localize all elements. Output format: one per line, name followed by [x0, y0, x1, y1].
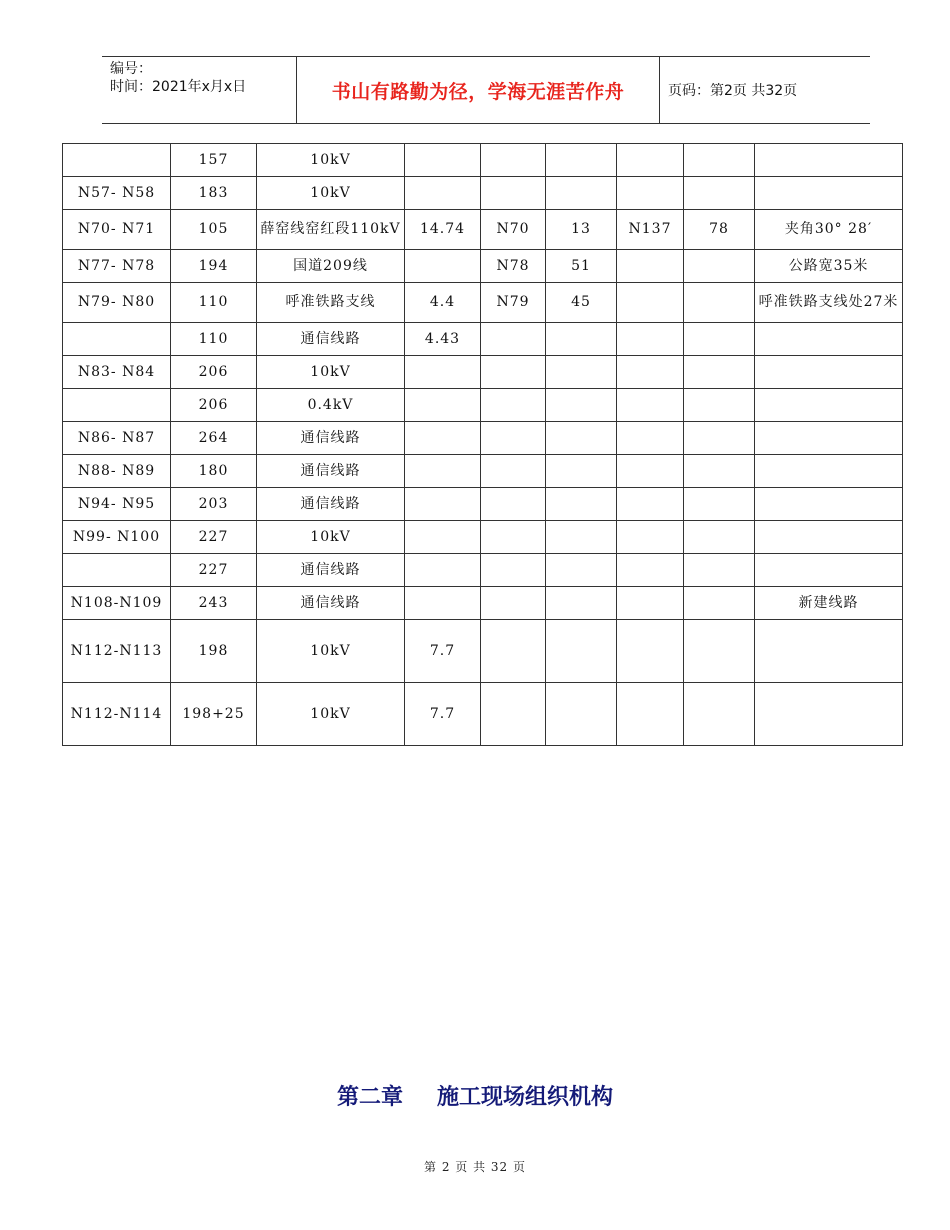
table-cell: [684, 323, 755, 356]
table-cell: [405, 356, 481, 389]
table-cell: [755, 488, 903, 521]
document-number-label: 编号：: [110, 61, 152, 77]
table-cell: 10kV: [257, 620, 405, 683]
table-cell: N83- N84: [63, 356, 171, 389]
table-cell: 227: [171, 521, 257, 554]
table-cell: [684, 554, 755, 587]
table-cell: [617, 620, 684, 683]
table-cell: 新建线路: [755, 587, 903, 620]
table-cell: [546, 521, 617, 554]
table-cell: 157: [171, 144, 257, 177]
table-cell: 45: [546, 283, 617, 323]
table-cell: 夹角30° 28′: [755, 210, 903, 250]
table-cell: [755, 144, 903, 177]
table-cell: [546, 683, 617, 746]
table-cell: [63, 389, 171, 422]
header-page-label: 页码：第2页 共32页: [668, 83, 798, 99]
table-cell: 198: [171, 620, 257, 683]
table-cell: [755, 455, 903, 488]
table-cell: [481, 488, 546, 521]
table-cell: [617, 488, 684, 521]
table-cell: 264: [171, 422, 257, 455]
table-cell: 10kV: [257, 356, 405, 389]
table-cell: 通信线路: [257, 488, 405, 521]
table-cell: [617, 683, 684, 746]
table-cell: [481, 587, 546, 620]
table-cell: [405, 177, 481, 210]
table-cell: [617, 144, 684, 177]
table-cell: [546, 389, 617, 422]
table-row: [63, 144, 903, 177]
table-cell: N70: [481, 210, 546, 250]
table-cell: [684, 356, 755, 389]
header-meta: [102, 57, 297, 123]
table-cell: [684, 488, 755, 521]
table-cell: [546, 488, 617, 521]
table-cell: [684, 250, 755, 283]
table-cell: [481, 455, 546, 488]
table-row: [63, 356, 903, 389]
table-cell: 110: [171, 323, 257, 356]
table-cell: 0.4kV: [257, 389, 405, 422]
table-cell: 通信线路: [257, 587, 405, 620]
table-cell: [755, 422, 903, 455]
table-cell: [617, 554, 684, 587]
table-cell: [546, 356, 617, 389]
table-cell: N137: [617, 210, 684, 250]
table-cell: 公路宽35米: [755, 250, 903, 283]
table-row: [63, 587, 903, 620]
table-cell: 78: [684, 210, 755, 250]
table-cell: [755, 683, 903, 746]
table-cell: N112-N113: [63, 620, 171, 683]
table-row: [63, 422, 903, 455]
document-time-label: 时间：2021年x月x日: [110, 79, 247, 95]
table-cell: [684, 389, 755, 422]
table-cell: 10kV: [257, 683, 405, 746]
table-cell: [755, 323, 903, 356]
table-cell: N78: [481, 250, 546, 283]
table-row: [63, 210, 903, 250]
table-cell: [481, 323, 546, 356]
page-footer: 第 2 页 共 32 页: [424, 1160, 526, 1174]
table-cell: [617, 250, 684, 283]
table-cell: [481, 554, 546, 587]
table-cell: [755, 554, 903, 587]
table-cell: [684, 521, 755, 554]
table-cell: [755, 177, 903, 210]
table-cell: [546, 323, 617, 356]
table-cell: [755, 620, 903, 683]
table-cell: [684, 144, 755, 177]
table-cell: [405, 521, 481, 554]
table-cell: [481, 389, 546, 422]
table-cell: N86- N87: [63, 422, 171, 455]
table-cell: 51: [546, 250, 617, 283]
table-row: [63, 283, 903, 323]
table-cell: [63, 144, 171, 177]
table-cell: [684, 620, 755, 683]
table-cell: [405, 250, 481, 283]
table-cell: [617, 455, 684, 488]
table-cell: 4.4: [405, 283, 481, 323]
table-cell: [405, 455, 481, 488]
table-cell: [684, 283, 755, 323]
table-row: [63, 455, 903, 488]
table-cell: 国道209线: [257, 250, 405, 283]
table-cell: 呼准铁路支线处27米: [755, 283, 903, 323]
table-cell: [481, 144, 546, 177]
table-cell: 13: [546, 210, 617, 250]
table-row: [63, 521, 903, 554]
table-cell: [755, 521, 903, 554]
table-cell: [755, 356, 903, 389]
table-cell: 203: [171, 488, 257, 521]
table-cell: [405, 587, 481, 620]
table-cell: 4.43: [405, 323, 481, 356]
table-cell: 10kV: [257, 521, 405, 554]
table-row: [63, 620, 903, 683]
table-cell: [684, 422, 755, 455]
table-cell: 7.7: [405, 683, 481, 746]
table-cell: N88- N89: [63, 455, 171, 488]
table-cell: [546, 554, 617, 587]
table-cell: [617, 356, 684, 389]
table-cell: [546, 422, 617, 455]
table-cell: 7.7: [405, 620, 481, 683]
table-cell: N112-N114: [63, 683, 171, 746]
table-cell: 243: [171, 587, 257, 620]
table-cell: 206: [171, 389, 257, 422]
table-cell: 206: [171, 356, 257, 389]
table-row: [63, 177, 903, 210]
table-cell: [617, 177, 684, 210]
table-cell: [405, 488, 481, 521]
table-cell: N108-N109: [63, 587, 171, 620]
table-cell: [755, 389, 903, 422]
table-cell: 通信线路: [257, 323, 405, 356]
chapter-number: 第二章: [336, 1084, 403, 1110]
table-cell: [481, 422, 546, 455]
table-cell: 通信线路: [257, 422, 405, 455]
table-cell: 薛窑线窑红段110kV: [257, 210, 405, 250]
table-cell: 194: [171, 250, 257, 283]
table-cell: [684, 683, 755, 746]
table-row: [63, 683, 903, 746]
table-cell: N57- N58: [63, 177, 171, 210]
table-cell: [617, 587, 684, 620]
table-cell: [617, 389, 684, 422]
table-cell: 227: [171, 554, 257, 587]
page-header: [102, 56, 870, 124]
table-cell: [617, 521, 684, 554]
table-cell: [481, 683, 546, 746]
table-cell: [617, 422, 684, 455]
table-row: [63, 323, 903, 356]
table-row: [63, 389, 903, 422]
table-cell: [546, 620, 617, 683]
table-cell: [617, 323, 684, 356]
table-cell: N94- N95: [63, 488, 171, 521]
header-motto: 书山有路勤为径，学海无涯苦作舟: [297, 57, 660, 123]
table-cell: [546, 455, 617, 488]
table-cell: N70- N71: [63, 210, 171, 250]
table-cell: 通信线路: [257, 455, 405, 488]
table-cell: [481, 356, 546, 389]
table-cell: [63, 323, 171, 356]
table-cell: 通信线路: [257, 554, 405, 587]
table-cell: 10kV: [257, 177, 405, 210]
table-cell: 180: [171, 455, 257, 488]
table-cell: [684, 587, 755, 620]
table-cell: [617, 283, 684, 323]
table-cell: 105: [171, 210, 257, 250]
chapter-title: 施工现场组织机构: [437, 1084, 614, 1110]
table-cell: [405, 554, 481, 587]
table-cell: [481, 177, 546, 210]
chapter-heading: [0, 1080, 950, 1111]
table-cell: [481, 521, 546, 554]
table-cell: [684, 177, 755, 210]
table-row: [63, 488, 903, 521]
table-cell: [684, 455, 755, 488]
table-cell: [63, 554, 171, 587]
table-cell: [481, 620, 546, 683]
table-cell: N99- N100: [63, 521, 171, 554]
table-cell: [546, 587, 617, 620]
table-cell: N79: [481, 283, 546, 323]
table-cell: 14.74: [405, 210, 481, 250]
table-cell: [546, 144, 617, 177]
table-cell: [405, 422, 481, 455]
table-cell: [546, 177, 617, 210]
table-row: [63, 554, 903, 587]
crossing-table: [62, 143, 903, 746]
table-cell: N79- N80: [63, 283, 171, 323]
table-row: [63, 250, 903, 283]
table-cell: [405, 144, 481, 177]
table-cell: 10kV: [257, 144, 405, 177]
table-cell: 110: [171, 283, 257, 323]
table-cell: N77- N78: [63, 250, 171, 283]
table-cell: [405, 389, 481, 422]
table-cell: 183: [171, 177, 257, 210]
table-cell: 呼准铁路支线: [257, 283, 405, 323]
table-cell: 198+25: [171, 683, 257, 746]
